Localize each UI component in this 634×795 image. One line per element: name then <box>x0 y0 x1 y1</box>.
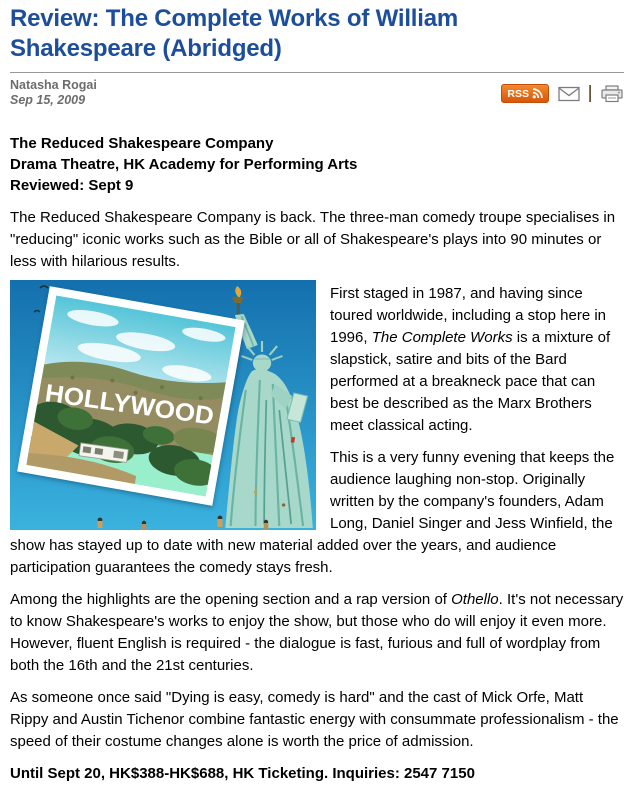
show-company: The Reduced Shakespeare Company <box>10 135 274 152</box>
author-name: Natasha Rogai <box>10 78 97 92</box>
paragraph-1: The Reduced Shakespeare Company is back. The three-man comedy troupe specialises in "reducing" iconic works such as the Bible or all of Shakespeare's plays into 90 minutes or less with hilarious results. <box>10 209 616 270</box>
header-divider <box>10 72 624 73</box>
email-button[interactable] <box>558 86 580 102</box>
hollywood-sign-text: HOLLYWOOD <box>43 379 209 430</box>
paragraph-3: This is a very funny evening that keeps the audience laughing non-stop. Originally written by the company's founders, Adam Long, Daniel Singer and Jess Winfield, the show has stayed up to date with new material added over the years, and audience participation guarantees the comedy stays fresh. <box>10 449 615 576</box>
show-review-date: Reviewed: Sept 9 <box>10 177 134 194</box>
rss-button[interactable] <box>501 84 549 103</box>
publish-date: Sep 15, 2009 <box>10 93 86 107</box>
tourist-figures-icon <box>70 508 316 530</box>
paragraph-5: As someone once said "Dying is easy, comedy is hard" and the cast of Mick Orfe, Matt Rippy and Austin Tichenor combine fantastic energy with consummate professionalism - the speed of their costume changes alone is worth the price of admission. <box>10 689 619 750</box>
ticketing-info: Until Sept 20, HK$388-HK$688, HK Ticketing. Inquiries: 2547 7150 <box>10 765 475 782</box>
envelope-icon <box>558 86 580 102</box>
paragraph-2: First staged in 1987, and having since toured worldwide, including a stop here in 1996, The Complete Works is a mixture of slapstick, satire and bits of the Bard performed at a breakneck pace that can best be described as the Marx Brothers meet classical acting. <box>330 285 611 434</box>
paragraph-4: Among the highlights are the opening section and a rap version of Othello. It's not necessary to know Shakespeare's works to enjoy the show, but those who do will enjoy it even more. However, fluent English is required - the dialogue is fast, furious and full of wordplay from both the 16th and the 21st centuries. <box>10 591 624 674</box>
print-button[interactable] <box>600 85 624 103</box>
toolbar-divider <box>589 85 591 102</box>
hollywood-photo <box>17 286 245 506</box>
rss-label: RSS <box>507 87 529 100</box>
show-info-block <box>10 133 624 196</box>
byline-row <box>10 78 624 108</box>
rss-waves-icon <box>532 88 543 99</box>
show-venue: Drama Theatre, HK Academy for Performing Arts <box>10 156 358 173</box>
article-image <box>10 280 316 530</box>
printer-icon <box>600 85 624 103</box>
page-title: Review: The Complete Works of William Shakespeare (Abridged) <box>10 5 459 62</box>
share-toolbar <box>501 78 624 103</box>
